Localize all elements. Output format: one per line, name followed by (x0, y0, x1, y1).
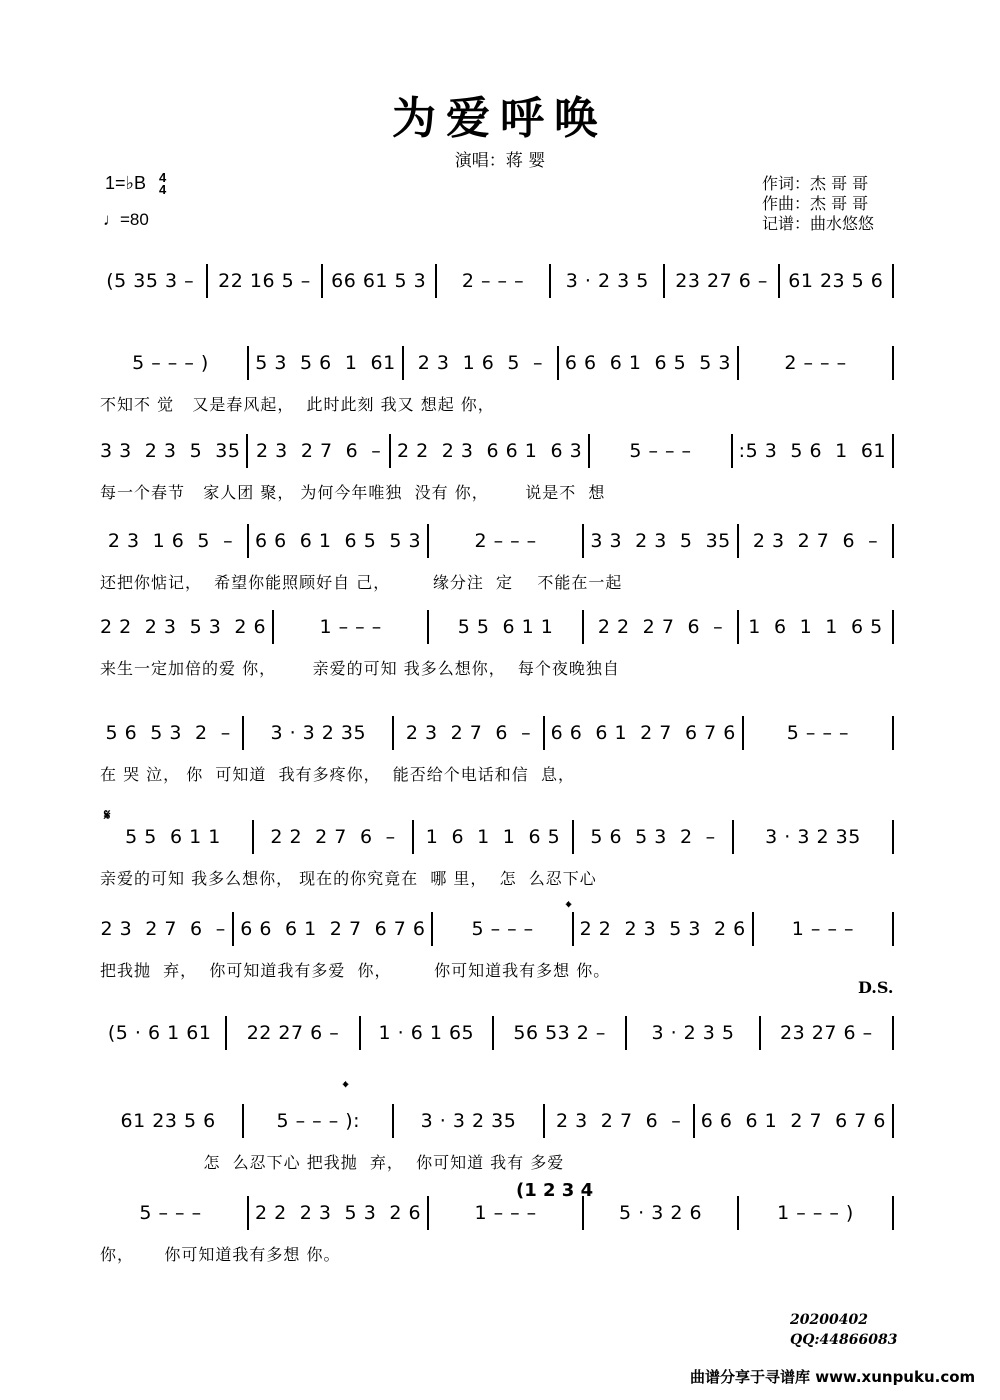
notes-line (100, 346, 900, 380)
measure: 2 – – – (474, 530, 537, 552)
bar-line (389, 434, 391, 468)
measure: 2 2 2 7 6 – (270, 826, 396, 848)
measure: 2 3 2 7 6 – (556, 1110, 682, 1132)
measure: 5 – – – ): (276, 1110, 361, 1132)
notes-line (100, 434, 900, 468)
bar-line (247, 1196, 249, 1230)
measure: 6 6 6 1 2 7 6 7 6 (240, 918, 426, 940)
transcriber-credit: 记谱：曲水悠悠 (762, 214, 875, 233)
measure: 5 – – – (629, 440, 692, 462)
bar-line (892, 1196, 894, 1230)
bar-line (892, 1104, 894, 1138)
score-system (100, 820, 900, 906)
bar-line (246, 434, 248, 468)
measure: 6 6 6 1 6 5 5 3 (564, 352, 732, 374)
lyrics-line: 不知不 觉 又是春风起， 此时此刻 我又 想起 你， (100, 395, 495, 414)
bar-line (247, 524, 249, 558)
measure: (5 · 6 1 61 (107, 1022, 212, 1044)
measure: 1 6 1 1 6 5 (748, 616, 883, 638)
score-system (100, 610, 900, 696)
bar-line (752, 912, 754, 946)
coda-mark-2: 𝄌 (343, 1078, 349, 1096)
volta-bracket: (1 2 3 4 (516, 1180, 594, 1201)
bar-line (759, 1016, 761, 1050)
bar-line (892, 434, 894, 468)
measure: 2 2 2 3 6 6 1 6 3 (396, 440, 583, 462)
bar-line (427, 610, 429, 644)
bar-line (492, 1016, 494, 1050)
measure: 22 16 5 – (218, 270, 311, 292)
notes-line (100, 1016, 900, 1050)
lyrics-line: 来生一定加倍的爱 你， 亲爱的可知 我多么想你， 每个夜晚独自 (100, 659, 620, 678)
bar-line (431, 912, 433, 946)
notes-line (100, 912, 900, 946)
notes-line (100, 820, 900, 854)
measure: 66 61 5 3 (331, 270, 427, 292)
bar-line (232, 912, 234, 946)
lyrics-line: 亲爱的可知 我多么想你， 现在的你究竟在 哪 里， 怎 么忍下心 (100, 869, 597, 888)
measure: 2 – – – (461, 270, 525, 292)
bar-line (625, 1016, 627, 1050)
measure: 2 2 2 7 6 – (597, 616, 724, 638)
score-system (100, 1196, 900, 1282)
measure: 6 6 6 1 6 5 5 3 (254, 530, 422, 552)
bar-line (892, 1016, 894, 1050)
notes-line (100, 716, 900, 750)
lyrics-line: 在 哭 泣， 你 可知道 我有多疼你， 能否给个电话和信 息， (100, 765, 575, 784)
bar-line (543, 1104, 545, 1138)
bar-line (892, 820, 894, 854)
measure: 3 · 3 2 35 (270, 722, 367, 744)
measure: 1 – – – (791, 918, 854, 940)
bar-line (731, 434, 733, 468)
bar-line (588, 434, 590, 468)
measure: 2 2 2 3 5 3 2 6 (579, 918, 746, 940)
notes-line (100, 610, 900, 644)
measure: 23 27 6 – (675, 270, 768, 292)
notes-line (100, 1104, 900, 1138)
score-system (100, 264, 900, 350)
notes-line (100, 1196, 900, 1230)
measure: 5 5 6 1 1 (457, 616, 554, 638)
bar-line (543, 716, 545, 750)
bar-line (737, 1196, 739, 1230)
lyricist-credit: 作词：杰 哥 哥 (762, 174, 869, 193)
bar-line (572, 912, 574, 946)
bar-line (742, 716, 744, 750)
measure: 3 · 3 2 35 (765, 826, 861, 848)
measure: :5 3 5 6 1 61 (738, 440, 887, 462)
measure: 2 3 1 6 5 – (417, 352, 544, 374)
measure: 5 · 3 2 6 (619, 1202, 703, 1224)
bar-line (435, 264, 437, 298)
tempo-marking: ♩=80 (103, 210, 149, 229)
measure: 3 · 2 3 5 (651, 1022, 735, 1044)
measure: 2 3 2 7 6 – (256, 440, 382, 462)
measure: 23 27 6 – (780, 1022, 873, 1044)
coda-mark-1: 𝄌 (566, 898, 572, 916)
measure: 22 27 6 – (246, 1022, 340, 1044)
measure: 5 – – – (139, 1202, 202, 1224)
measure: 2 – – – (784, 352, 847, 374)
measure: 5 – – – (786, 722, 849, 744)
measure: 2 2 2 3 5 3 2 6 (100, 616, 267, 638)
bar-line (663, 264, 665, 298)
bar-line (412, 820, 414, 854)
measure: 5 6 5 3 2 – (105, 722, 231, 744)
measure: 56 53 2 – (513, 1022, 606, 1044)
measure: 61 23 5 6 (120, 1110, 216, 1132)
date-text: 20200402 (790, 1312, 868, 1328)
score-system (100, 1104, 900, 1190)
bar-line (892, 912, 894, 946)
measure: 1 – – – (319, 616, 382, 638)
ds-mark: D.S. (858, 978, 894, 997)
measure: 1 – – – ) (777, 1202, 854, 1224)
score-system (100, 716, 900, 802)
score-system (100, 912, 900, 998)
score-system (100, 434, 900, 520)
song-title: 为爱呼唤 (392, 93, 608, 144)
measure: 5 – – – ) (132, 352, 209, 374)
measure: 2 3 1 6 5 – (107, 530, 234, 552)
measure: 5 3 5 6 1 61 (255, 352, 396, 374)
bar-line (549, 264, 551, 298)
bar-line (892, 610, 894, 644)
bar-line (427, 524, 429, 558)
measure: 3 3 2 3 5 35 (100, 440, 241, 462)
composer-credit: 作曲：杰 哥 哥 (762, 194, 869, 213)
credits-block (762, 174, 874, 234)
bar-line (252, 820, 254, 854)
measure: 2 3 2 7 6 – (752, 530, 879, 552)
measure: 5 – – – (471, 918, 534, 940)
bar-line (206, 264, 208, 298)
measure: 3 · 3 2 35 (420, 1110, 517, 1132)
measure: 1 – – – (474, 1202, 537, 1224)
key-signature (105, 172, 166, 196)
measure: 6 6 6 1 2 7 6 7 6 (550, 722, 736, 744)
key-label: 1=♭B (105, 172, 147, 193)
measure: 1 6 1 1 6 5 (425, 826, 561, 848)
bar-line (892, 264, 894, 298)
date-stamp (790, 1310, 898, 1350)
bar-line (247, 346, 249, 380)
bar-line (321, 264, 323, 298)
bar-line (402, 346, 404, 380)
score-system (100, 1016, 900, 1102)
measure: 2 2 2 3 5 3 2 6 (254, 1202, 422, 1224)
bar-line (225, 1016, 227, 1050)
score-system (100, 346, 900, 432)
bar-line (392, 716, 394, 750)
measure: (5 35 3 – (106, 270, 195, 292)
measure: 3 · 2 3 5 (565, 270, 649, 292)
bar-line (582, 524, 584, 558)
bar-line (557, 346, 559, 380)
qq-text: QQ:44866083 (790, 1332, 898, 1348)
site-footer: 曲谱分享于寻谱库 www.xunpuku.com (690, 1368, 976, 1386)
bar-line (693, 1104, 695, 1138)
bar-line (892, 716, 894, 750)
measure: 6 6 6 1 2 7 6 7 6 (700, 1110, 886, 1132)
measure: 2 3 2 7 6 – (405, 722, 532, 744)
bar-line (892, 346, 894, 380)
lyrics-line: 把我抛 弃， 你可知道我有多爱 你， 你可知道我有多想 你。 (100, 961, 611, 980)
notes-line (100, 264, 900, 298)
lyrics-line: 还把你惦记， 希望你能照顾好自 己， 缘分注 定 不能在一起 (100, 573, 623, 592)
bar-line (737, 610, 739, 644)
bar-line (737, 346, 739, 380)
bar-line (572, 820, 574, 854)
bar-line (778, 264, 780, 298)
segno-mark: 𝄋 (104, 806, 111, 824)
bar-line (892, 524, 894, 558)
time-top: 4 (159, 170, 167, 185)
notes-line (100, 524, 900, 558)
singer-credit: 演唱：蒋 婴 (454, 151, 546, 171)
time-bottom: 4 (159, 182, 167, 197)
bar-line (242, 716, 244, 750)
lyrics-line: 你， 你可知道我有多想 你。 (100, 1245, 341, 1264)
measure: 5 5 6 1 1 (125, 826, 221, 848)
bar-line (582, 1196, 584, 1230)
lyrics-line: 每一个春节 家人团 聚， 为何今年唯独 没有 你， 说是不 想 (100, 483, 606, 502)
bar-line (737, 524, 739, 558)
bar-line (359, 1016, 361, 1050)
time-signature (159, 172, 166, 196)
bar-line (732, 820, 734, 854)
bar-line (242, 1104, 244, 1138)
measure: 61 23 5 6 (788, 270, 884, 292)
score-system (100, 524, 900, 610)
bar-line (392, 1104, 394, 1138)
bar-line (582, 610, 584, 644)
measure: 3 3 2 3 5 35 (590, 530, 731, 552)
measure: 5 6 5 3 2 – (590, 826, 716, 848)
lyrics-line: 怎 么忍下心 把我抛 弃， 你可知道 我有 多爱 (100, 1153, 565, 1172)
measure: 1 · 6 1 65 (378, 1022, 475, 1044)
measure: 2 3 2 7 6 – (100, 918, 226, 940)
bar-line (272, 610, 274, 644)
bar-line (427, 1196, 429, 1230)
